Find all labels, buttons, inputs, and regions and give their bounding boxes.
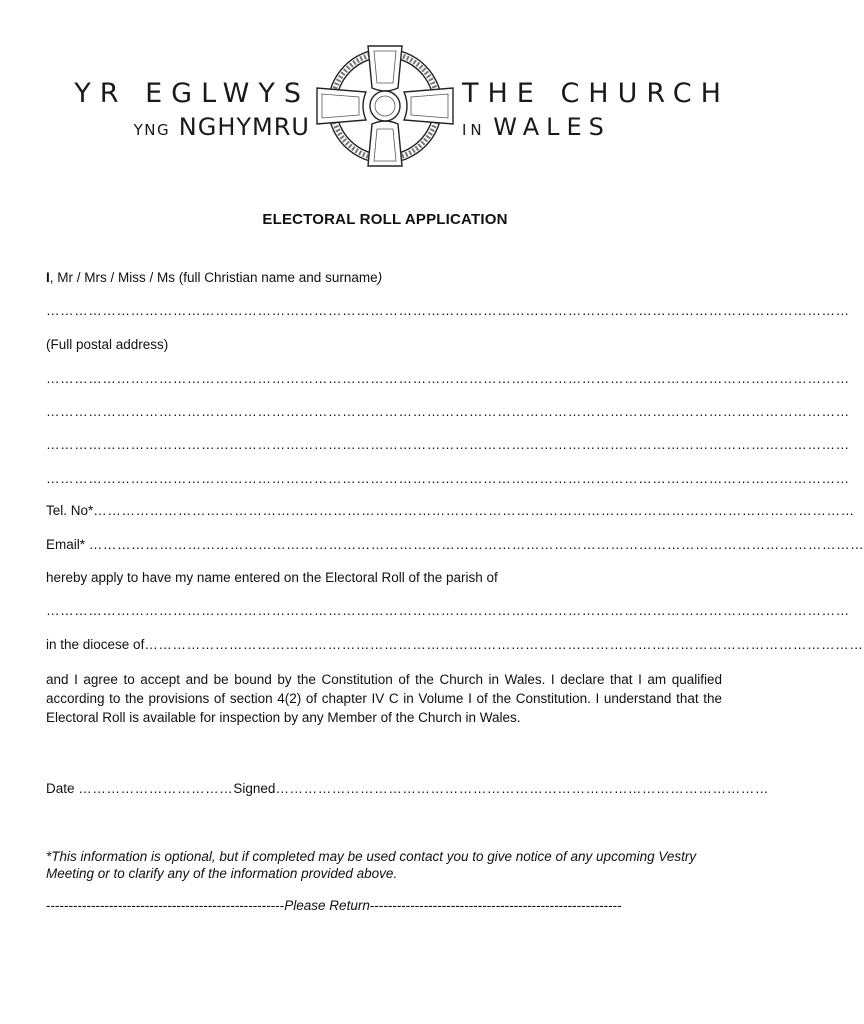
form-title: ELECTORAL ROLL APPLICATION xyxy=(262,211,508,228)
parish-field[interactable]: ……………………………………………………………………………………………………………………………………………………… xyxy=(46,603,850,618)
signature-field[interactable]: …………………………………………………………………………………………… xyxy=(275,781,769,796)
return-dashes-right: -------------------------------------------------------- xyxy=(369,898,622,913)
welsh-line-1: YR EGLWYS xyxy=(74,78,310,109)
please-return-line xyxy=(46,898,726,913)
diocese-field[interactable]: ……………………………………………………………………………………………………………………………………… xyxy=(144,637,864,652)
email-label: Email* xyxy=(46,537,89,552)
email-row xyxy=(46,537,864,552)
date-signed-row xyxy=(46,781,769,796)
declaration-text: and I agree to accept and be bound by the Constitution of the Church in Wales. I declare that I am qualified according to the provisions of section 4(2) of chapter IV C in Volume I of the Constitution. I understand that the Electoral Roll is available for inspection by any Member of the Church in Wales. xyxy=(46,672,722,725)
welsh-small-word: YNG xyxy=(133,121,171,139)
tel-field[interactable]: ……………………………………………………………………………………………………………………………………………… xyxy=(93,503,855,518)
tel-row xyxy=(46,503,855,518)
address-field-1[interactable]: ……………………………………………………………………………………………………………………………………………………… xyxy=(46,371,850,386)
signed-label: Signed xyxy=(233,781,276,796)
welsh-logo-text xyxy=(74,78,310,146)
diocese-label: in the diocese of xyxy=(46,637,145,652)
address-field-4[interactable]: ……………………………………………………………………………………………………………………………………………………… xyxy=(46,471,850,486)
name-label-close: ) xyxy=(377,270,383,285)
please-return-label: Please Return xyxy=(284,898,370,913)
english-line-1: THE CHURCH xyxy=(462,78,730,109)
name-field[interactable]: ……………………………………………………………………………………………………………………………………………………… xyxy=(46,303,850,318)
english-main-word: WALES xyxy=(493,113,611,141)
name-prefix: I xyxy=(46,270,50,285)
email-field[interactable]: ………………………………………………………………………………………………………………………………………………… xyxy=(88,537,864,552)
english-line-2 xyxy=(462,111,722,146)
english-logo-text xyxy=(462,78,730,146)
tel-label: Tel. No* xyxy=(46,503,94,518)
diocese-row xyxy=(46,637,864,652)
address-field-3[interactable]: ……………………………………………………………………………………………………………………………………………………… xyxy=(46,437,850,452)
return-dashes-left: ----------------------------------------------------- xyxy=(46,898,285,913)
welsh-line-2 xyxy=(74,111,310,146)
name-label-line xyxy=(46,270,706,285)
footnote-text: *This information is optional, but if completed may be used contact you to give notice of any upcoming Vestry Meeting or to clarify any of the information provided above. xyxy=(46,849,697,881)
date-label: Date xyxy=(46,781,79,796)
english-small-word: IN xyxy=(462,121,486,139)
celtic-cross-icon xyxy=(312,42,458,170)
address-label: (Full postal address) xyxy=(46,337,169,352)
welsh-main-word: NGHYMRU xyxy=(178,113,310,141)
apply-text: hereby apply to have my name entered on the Electoral Roll of the parish of xyxy=(46,570,498,585)
date-field[interactable]: …………………………… xyxy=(78,781,234,796)
name-label: , Mr / Mrs / Miss / Ms (full Christian name and surname xyxy=(49,270,378,285)
address-field-2[interactable]: ……………………………………………………………………………………………………………………………………………………… xyxy=(46,404,850,419)
